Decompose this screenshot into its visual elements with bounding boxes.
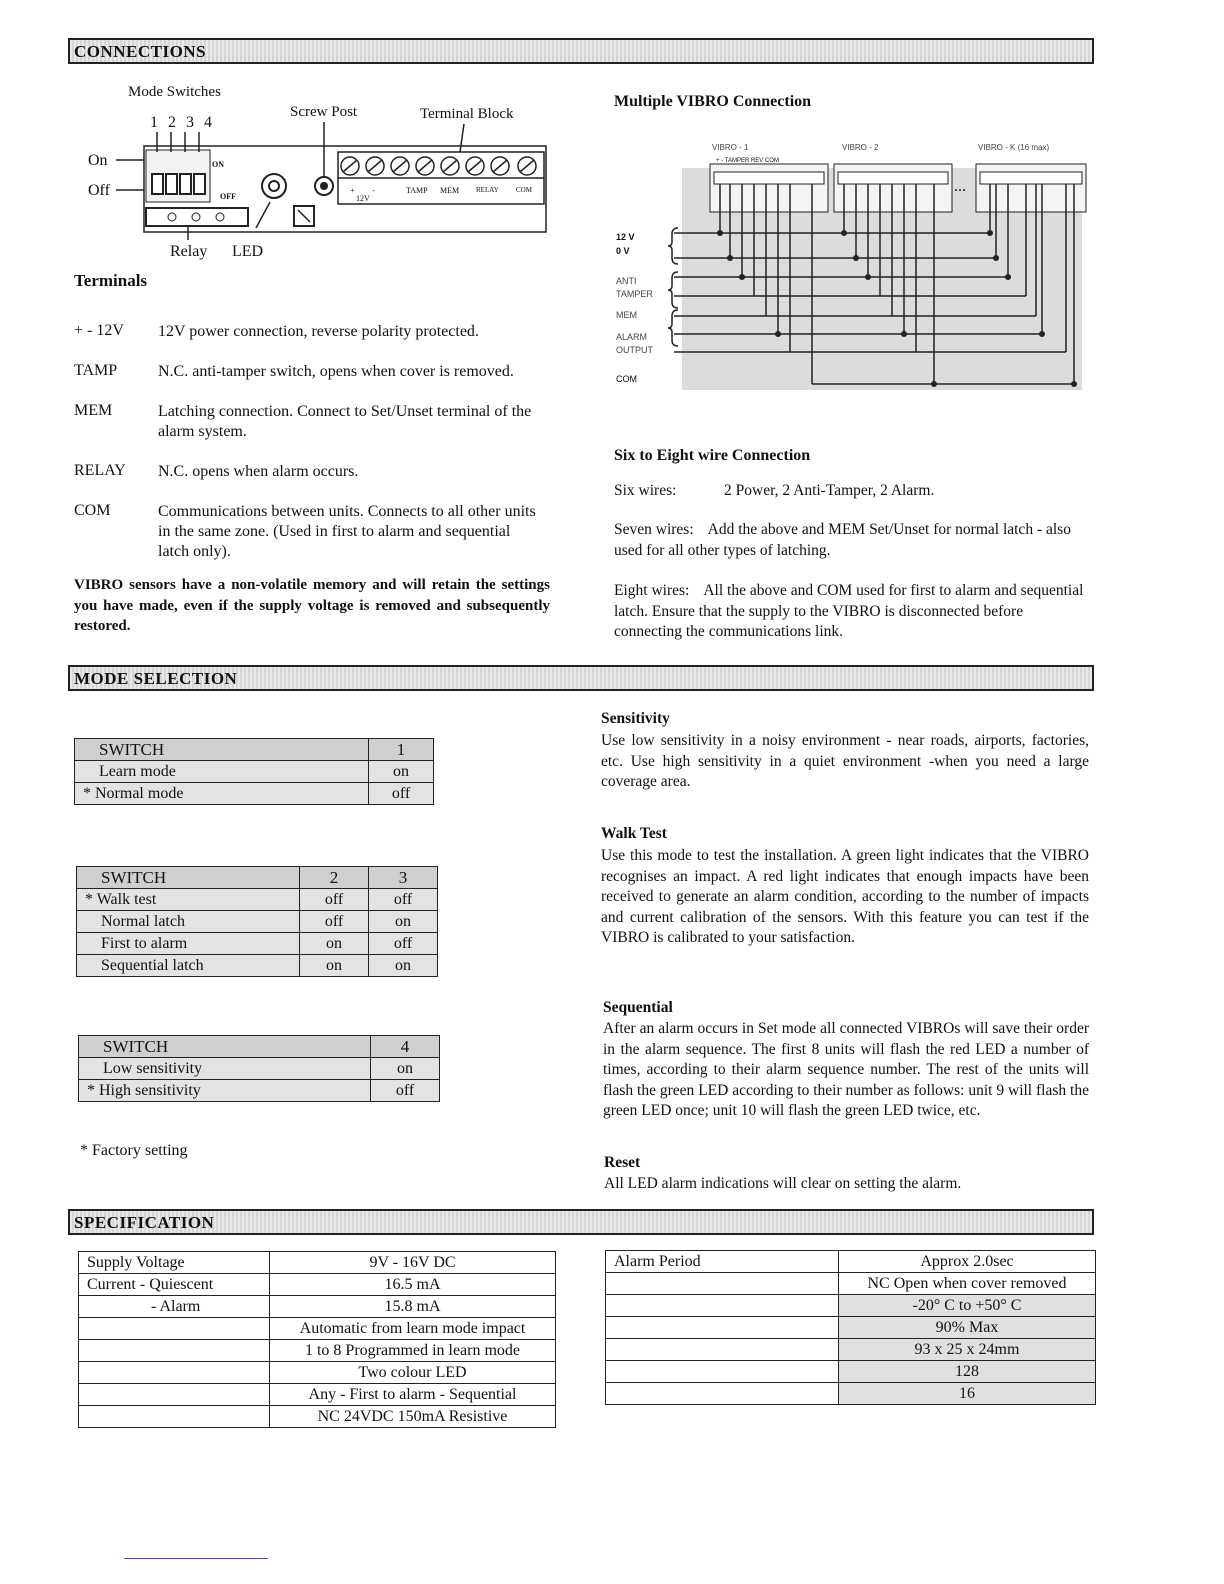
table-cell: * Normal mode (75, 783, 369, 805)
switch-table-2 (76, 866, 438, 977)
switch-table-3 (78, 1035, 440, 1102)
reset-body: All LED alarm indications will clear on setting the alarm. (604, 1175, 962, 1192)
table-cell: Low sensitivity (79, 1058, 371, 1080)
block-label-tamp: TAMP (406, 186, 428, 195)
off-small-label: OFF (220, 192, 236, 201)
sequential-title: Sequential (603, 999, 673, 1016)
multi-diagram (612, 138, 1092, 392)
table-header: SWITCH (79, 1036, 371, 1058)
spec-value: Any - First to alarm - Sequential (270, 1384, 556, 1406)
spec-table-left (78, 1251, 556, 1428)
wire-label-anti: ANTI (616, 276, 637, 286)
spec-label (606, 1273, 839, 1295)
spec-label (79, 1384, 270, 1406)
spec-value: 16 (839, 1383, 1096, 1405)
spec-value: -20° C to +50° C (839, 1295, 1096, 1317)
table-cell: off (300, 889, 369, 911)
spec-label (606, 1361, 839, 1383)
on-label: On (88, 152, 108, 169)
seven-wires-value: Add the above and MEM Set/Unset for normal latch - also used for all other types of latching. (614, 521, 1071, 559)
spec-value: 90% Max (839, 1317, 1096, 1339)
spec-label: - Alarm (79, 1296, 270, 1318)
block-label-plus: + (350, 186, 355, 195)
eight-wires-value: All the above and COM used for first to alarm and sequential latch. Ensure that the supply to the VIBRO is disconnected before connecting the communications link. (614, 582, 1084, 640)
table-cell: off (369, 933, 438, 955)
spec-value: Automatic from learn mode impact (270, 1318, 556, 1340)
board-outline (80, 80, 560, 270)
connections-header (68, 38, 1094, 64)
table-cell: off (369, 889, 438, 911)
spec-label: Supply Voltage (79, 1252, 270, 1274)
spec-label (606, 1339, 839, 1361)
spec-table-right (605, 1250, 1096, 1405)
wire-label-0v: 0 V (616, 246, 630, 256)
table-cell: * Walk test (77, 889, 300, 911)
walk-test-title: Walk Test (601, 825, 667, 842)
section-title: CONNECTIONS (74, 42, 207, 61)
spec-value: 93 x 25 x 24mm (839, 1339, 1096, 1361)
table-header: 2 (300, 867, 369, 889)
terminal-key: MEM (74, 402, 113, 419)
spec-label (606, 1317, 839, 1339)
unit-label: VIBRO - 1 (712, 143, 749, 152)
board-diagram (80, 80, 560, 270)
table-cell: on (369, 911, 438, 933)
table-cell: on (300, 955, 369, 977)
table-cell: off (371, 1080, 440, 1102)
table-header: 3 (369, 867, 438, 889)
mode-selection-header (68, 665, 1094, 691)
terminal-desc: 12V power connection, reverse polarity protected. (158, 323, 479, 340)
reset-title: Reset (604, 1154, 641, 1171)
block-label-com: COM (516, 186, 532, 194)
terminal-desc: Communications between units. Connects to all other units in the same zone. (Used in first to alarm and sequential latch only). (158, 503, 536, 560)
table-cell: First to alarm (77, 933, 300, 955)
table-cell: Learn mode (75, 761, 369, 783)
terminal-key: COM (74, 502, 111, 519)
seven-wires (614, 520, 1092, 561)
table-cell: on (369, 955, 438, 977)
terminal-desc: N.C. opens when alarm occurs. (158, 463, 359, 480)
terminal-block-label: Terminal Block (420, 106, 514, 122)
table-cell: on (369, 761, 434, 783)
table-cell: on (371, 1058, 440, 1080)
mode-switches-label: Mode Switches (128, 84, 221, 100)
spec-value: 9V - 16V DC (270, 1252, 556, 1274)
multi-title: Multiple VIBRO Connection (614, 93, 812, 110)
table-cell: * High sensitivity (79, 1080, 371, 1102)
section-title: MODE SELECTION (74, 669, 238, 688)
spec-value: Two colour LED (270, 1362, 556, 1384)
factory-setting-note: * Factory setting (80, 1142, 188, 1159)
six-wires-key: Six wires: (614, 482, 677, 499)
sensitivity-title: Sensitivity (601, 710, 670, 727)
wires-title: Six to Eight wire Connection (614, 447, 811, 464)
wire-label-tamper: TAMPER (616, 289, 653, 299)
more-units-dots: ... (954, 178, 966, 195)
terminal-desc: N.C. anti-tamper switch, opens when cover is removed. (158, 363, 514, 380)
memory-note: VIBRO sensors have a non-volatile memory and will retain the settings you have made, even if the supply voltage is removed and subsequently restored. (74, 577, 550, 634)
table-header: 1 (369, 739, 434, 761)
sensitivity-body: Use low sensitivity in a noisy environment - near roads, airports, factories, etc. Use high sensitivity in a quiet environment -when you need a large coverage area. (601, 732, 1089, 790)
on-small-label: ON (212, 160, 224, 169)
spec-label (79, 1406, 270, 1428)
table-cell: off (300, 911, 369, 933)
seven-wires-key: Seven wires: (614, 521, 694, 538)
spec-label (606, 1295, 839, 1317)
table-header: SWITCH (77, 867, 300, 889)
eight-wires-key: Eight wires: (614, 582, 690, 599)
eight-wires (614, 581, 1092, 643)
terminal-key: TAMP (74, 362, 118, 379)
block-label-12v: 12V (356, 194, 370, 203)
spec-label (79, 1318, 270, 1340)
table-cell: Sequential latch (77, 955, 300, 977)
multi-wiring (612, 138, 1092, 392)
wire-label-com: COM (616, 374, 637, 384)
spec-label: Current - Quiescent (79, 1274, 270, 1296)
spec-value: NC Open when cover removed (839, 1273, 1096, 1295)
relay-label: Relay (170, 243, 208, 260)
unit-label: VIBRO - K (16 max) (978, 143, 1050, 152)
terminal-key: RELAY (74, 462, 126, 479)
switch-numbers: 1 2 3 4 (150, 114, 215, 131)
spec-value: Approx 2.0sec (839, 1251, 1096, 1273)
block-header-label: + - TAMPER REV COM (716, 158, 779, 164)
screw-post-label: Screw Post (290, 104, 358, 120)
section-title: SPECIFICATION (74, 1213, 215, 1232)
table-header: SWITCH (75, 739, 369, 761)
off-label: Off (88, 182, 110, 199)
wire-label-12v: 12 V (616, 232, 635, 242)
sequential-body: After an alarm occurs in Set mode all connected VIBROs will save their order in the alarm sequence. The first 8 units will flash the red LED a number of times, according to their alarm sequence number. The rest of the units will flash the green LED according to their number as follows: unit 9 will flash the green LED once; unit 10 will flash the green LED twice, etc. (603, 1020, 1089, 1119)
specification-header (68, 1209, 1094, 1235)
led-label: LED (232, 243, 264, 260)
spec-value: NC 24VDC 150mA Resistive (270, 1406, 556, 1428)
spec-value: 15.8 mA (270, 1296, 556, 1318)
block-label-mem: MEM (440, 186, 460, 195)
block-label-relay: RELAY (476, 186, 499, 194)
spec-value: 128 (839, 1361, 1096, 1383)
spec-label: Alarm Period (606, 1251, 839, 1273)
terminal-key: + - 12V (74, 322, 124, 339)
six-wires-value: 2 Power, 2 Anti-Tamper, 2 Alarm. (724, 482, 935, 499)
spec-value: 16.5 mA (270, 1274, 556, 1296)
table-cell: Normal latch (77, 911, 300, 933)
table-cell: off (369, 783, 434, 805)
wire-label-mem: MEM (616, 310, 637, 320)
spec-label (79, 1362, 270, 1384)
terminal-desc: Latching connection. Connect to Set/Unset terminal of the alarm system. (158, 403, 532, 440)
spec-label (606, 1383, 839, 1405)
spec-value: 1 to 8 Programmed in learn mode (270, 1340, 556, 1362)
table-cell: on (300, 933, 369, 955)
table-header: 4 (371, 1036, 440, 1058)
footer-rule (124, 1558, 268, 1559)
terminals-title: Terminals (74, 271, 148, 290)
switch-table-1 (74, 738, 434, 805)
wire-label-alarm: ALARM (616, 332, 648, 342)
wire-label-output: OUTPUT (616, 345, 653, 355)
spec-label (79, 1340, 270, 1362)
walk-test-body: Use this mode to test the installation. A green light indicates that the VIBRO recognises an impact. A red light indicates that enough impacts have been received to generate an alarm condition, according to the number of impacts and current calibration of the sensors. With this feature you can test if the VIBRO is calibrated to your satisfaction. (601, 847, 1089, 946)
block-label-minus: - (372, 186, 375, 195)
unit-label: VIBRO - 2 (842, 143, 879, 152)
